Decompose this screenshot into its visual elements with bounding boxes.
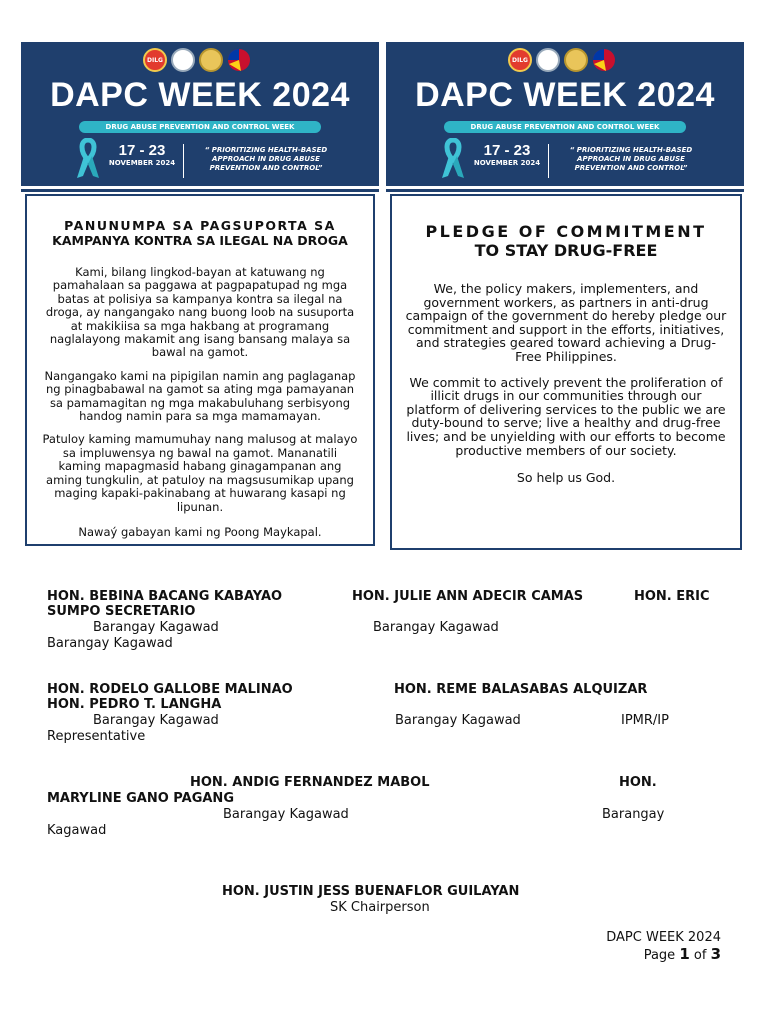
footer-title: DAPC WEEK 2024	[606, 930, 721, 945]
signatory-role: Barangay Kagawad	[223, 807, 349, 822]
date-month: NOVEMBER 2024	[108, 159, 176, 167]
event-banner	[386, 42, 744, 186]
pledge-subtitle: KAMPANYA KONTRA SA ILEGAL NA DROGA	[52, 233, 348, 248]
event-dates	[105, 142, 179, 167]
awareness-ribbon-icon	[75, 138, 101, 180]
logo-row	[508, 48, 616, 72]
signatory-name: HON. REME BALASABAS ALQUIZAR	[394, 682, 648, 697]
municipal-seal-logo	[564, 48, 588, 72]
agency-seal-logo	[536, 48, 560, 72]
event-title: DAPC WEEK 2024	[50, 76, 350, 114]
banner-underline	[386, 189, 744, 192]
pledge-title: PANUNUMPA SA PAGSUPORTA SA	[64, 218, 336, 233]
signatory-role: Barangay Kagawad	[395, 713, 521, 728]
pledge-closing: So help us God.	[516, 470, 616, 486]
event-dates	[470, 142, 544, 167]
logo-row	[143, 48, 251, 72]
event-theme-quote: “ PRIORITIZING HEALTH-BASED APPROACH IN DRUG ABUSE PREVENTION AND CONTROL”	[569, 146, 693, 172]
date-range: 17 - 23	[118, 142, 166, 159]
banner-divider	[183, 144, 184, 178]
signatory-name: HON. JULIE ANN ADECIR CAMAS	[352, 589, 584, 604]
event-theme-quote: “ PRIORITIZING HEALTH-BASED APPROACH IN DRUG ABUSE PREVENTION AND CONTROL”	[204, 146, 328, 172]
pledge-paragraph: Nangangako kami na pipigilan namin ang paglaganap ng pinagbabawal na gamot sa ating mga pamayanan sa pamamagitan ng mga makabuluhang serbisyong handog namin para sa mga mamamayan.	[44, 368, 356, 424]
banner-underline	[21, 189, 379, 192]
philippine-flag-logo	[227, 48, 251, 72]
of-word: of	[693, 948, 707, 963]
pledge-box	[25, 194, 375, 546]
signatory-name: SUMPO SECRETARIO	[47, 604, 196, 619]
banner-divider	[548, 144, 549, 178]
awareness-ribbon-icon	[440, 138, 466, 180]
date-month: NOVEMBER 2024	[473, 159, 541, 167]
current-page: 1	[679, 945, 690, 963]
pledge-paragraph: Patuloy kaming mamumuhay nang malusog at malayo sa impluwensya ng bawal na gamot. Mananatili kaming mapagmasid habang ginagampanan ang aming tungkulin, at patuloy na magsusumikap upang maging kapaki-pakinabang at huwarang kasapi ng lipunan.	[42, 432, 358, 514]
signatory-role: Barangay Kagawad	[93, 713, 219, 728]
event-title: DAPC WEEK 2024	[415, 76, 715, 114]
total-pages: 3	[710, 945, 721, 963]
signatory-name: HON. BEBINA BACANG KABAYAO	[47, 589, 283, 604]
pledge-paragraph: We, the policy makers, implementers, and government workers, as partners in anti-drug campaign of the government do hereby pledge our commitment and support in the efforts, initiatives, and strategies geared toward achieving a Drug-Free Philippines.	[405, 281, 727, 364]
agency-seal-logo	[171, 48, 195, 72]
page-word: Page	[643, 948, 676, 963]
signatory-role: Representative	[47, 729, 146, 744]
signatory-role: Barangay Kagawad	[93, 620, 219, 635]
page-footer	[606, 930, 721, 964]
pledge-paragraph: Kami, bilang lingkod-bayan at katuwang ng pamahalaan sa paggawa at pagpapatupad ng mga batas at polisiya sa kampanya kontra sa ilegal na droga, ay nangangako nang buong loob na susuporta at makikiisa sa mga hakbang at programang naglalayong makamit ang isang bansang malaya sa bawal na gamot.	[45, 265, 355, 360]
signatory-role: SK Chairperson	[330, 900, 430, 915]
signatory-name: HON. ERIC	[634, 589, 710, 604]
pledge-subtitle: TO STAY DRUG-FREE	[474, 241, 658, 260]
signatory-name: HON.	[619, 775, 657, 790]
municipal-seal-logo	[199, 48, 223, 72]
pledge-title: PLEDGE OF COMMITMENT	[425, 222, 707, 241]
signatory-name: MARYLINE GANO PAGANG	[47, 791, 234, 806]
pledge-poster-filipino	[21, 42, 379, 552]
dilg-seal-logo: DILG	[508, 48, 532, 72]
signatory-name: HON. PEDRO T. LANGHA	[47, 697, 222, 712]
signatory-role: Barangay Kagawad	[47, 636, 173, 651]
event-banner	[21, 42, 379, 186]
pledge-paragraph: We commit to actively prevent the proliferation of illicit drugs in our communities through our platform of delivering services to the public we are duty-bound to serve; live a healthy and drug-free lives; and be unyielding with our efforts to become productive members of our society.	[406, 374, 726, 458]
signatory-name: HON. RODELO GALLOBE MALINAO	[47, 682, 293, 697]
pledge-box	[390, 194, 742, 550]
date-range: 17 - 23	[483, 142, 531, 159]
signatory-role: Barangay Kagawad	[373, 620, 499, 635]
pledge-poster-english	[386, 42, 744, 552]
event-subtitle: DRUG ABUSE PREVENTION AND CONTROL WEEK	[79, 121, 321, 133]
signatory-role: Barangay	[602, 807, 665, 822]
dilg-seal-logo: DILG	[143, 48, 167, 72]
signatory-name: HON. ANDIG FERNANDEZ MABOL	[190, 775, 430, 790]
event-subtitle: DRUG ABUSE PREVENTION AND CONTROL WEEK	[444, 121, 686, 133]
philippine-flag-logo	[592, 48, 616, 72]
pledge-closing: Nawaý gabayan kami ng Poong Maykapal.	[78, 524, 322, 539]
page-number	[606, 946, 721, 964]
signatory-role: Kagawad	[47, 823, 107, 838]
signatory-role: IPMR/IP	[621, 713, 669, 728]
signatory-name: HON. JUSTIN JESS BUENAFLOR GUILAYAN	[222, 884, 520, 899]
